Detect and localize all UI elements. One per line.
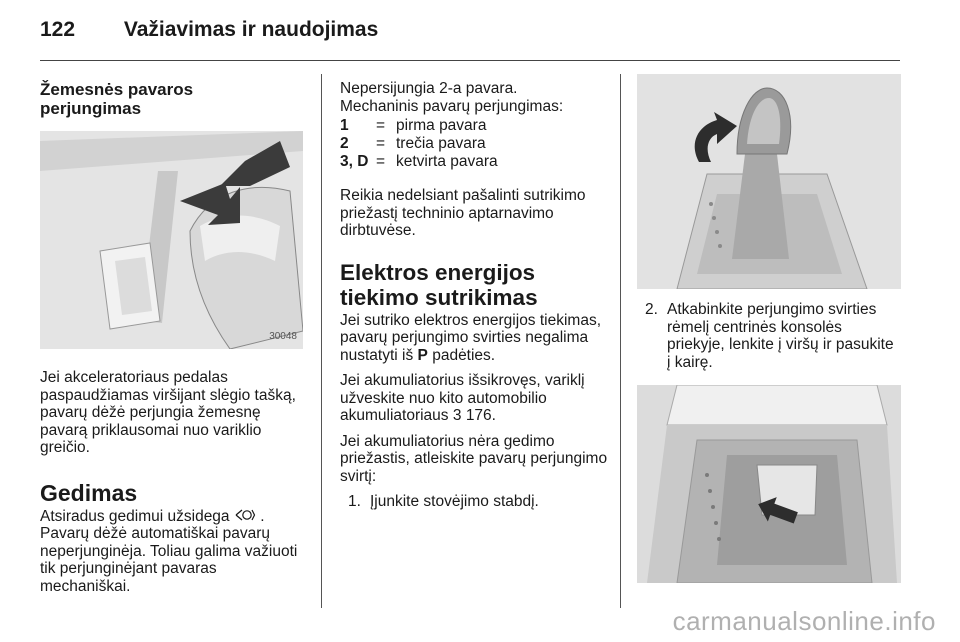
page-header: [40, 18, 378, 42]
console-illustration: [637, 385, 901, 583]
step-1: 1. Įjunkite stovėjimo stabdį.: [348, 493, 539, 510]
watermark: carmanualsonline.info: [672, 606, 936, 636]
fault-text-lead: Atsiradus gedimui užsidega: [40, 507, 230, 525]
shift-lever-figure: [637, 74, 901, 289]
pedal-illustration: [40, 131, 303, 349]
workshop-paragraph: Reikia nedelsiant pašalinti sutrikimo priežastį techninio aptarnavimo dirbtuvėse.: [340, 187, 586, 239]
gearbox-warning-icon: [234, 508, 260, 525]
page-number: 122: [40, 18, 76, 41]
column-divider-right: [620, 74, 621, 608]
page-reference-icon: 3: [452, 407, 462, 424]
gear-row: 2 = trečia pavara: [340, 135, 486, 152]
shift-lever-illustration: [637, 74, 901, 289]
step-2: 2. Atkabinkite perjungimo svirties rėmelį centrinės konsolės priekyje, lenkite į viršų ir pasukite į kairę.: [645, 301, 894, 371]
page-title: Važiavimas ir naudojimas: [123, 18, 379, 41]
left-column: [40, 80, 308, 603]
manual-shift-line: Mechaninis pavarų perjungimas:: [340, 97, 564, 115]
downshift-paragraph: Jei akceleratoriaus pedalas paspaudžiamas viršijant slėgio tašką, pavarų dėžė perjungia žemesnę pavarą priklausomai nuo variklio greičio.: [40, 369, 296, 456]
header-rule: [40, 60, 900, 61]
page-reference: 176.: [465, 407, 496, 424]
no-second-gear-line: Nepersijungia 2-a pavara.: [340, 80, 518, 97]
pedal-figure: [40, 131, 303, 349]
park-position-label: P: [417, 346, 428, 364]
section-heading-downshift: Žemesnės pavaros perjungimas: [40, 80, 194, 118]
release-lever-paragraph: Jei akumuliatorius nėra gedimo priežastis, atleiskite pavarų perjungimo svirtį:: [340, 432, 608, 485]
column-divider-left: [321, 74, 322, 608]
gear-table: [340, 117, 612, 171]
right-column: [637, 74, 901, 583]
gear-row: 1 = pirma pavara: [340, 117, 487, 134]
figure-number: 30048: [269, 330, 297, 342]
section-heading-fault: Gedimas: [40, 479, 138, 506]
gear-row: 3, D = ketvirta pavara: [340, 153, 498, 170]
console-figure: [637, 385, 901, 583]
fault-text-rest: . Pavarų dėžė automatiškai pavarų neperjunginėja. Toliau galima važiuoti tik perjunginėjant pavaras mechaniškai.: [40, 507, 298, 595]
middle-column: Nepersijungia 2-a pavara. Mechaninis pavarų perjungimas: 1 = pirma pavara 2 = trečia pavara 3, D = ketvirta pavara Reikia nedelsiant pašalinti sutrikimo priežastį techninio aptarnavimo dirbtuvėse. Elektros energijos tiekimo sutrikimas Jei sutriko elektros energijos tiekimas, pavarų perjungimo svirties negalima nustatyti iš P padėties. Jei akumuliatorius išsikrovęs, variklį užveskite nuo kito automobilio akumuliatoriaus 3 176. Jei akumuliatorius nėra gedimo priežastis, atleiskite pavarų perjungimo svirtį: 1. Įjunkite stovėjimo stabdį.: [340, 80, 612, 511]
section-heading-power-failure: Elektros energijos tiekimo sutrikimas: [340, 259, 538, 310]
